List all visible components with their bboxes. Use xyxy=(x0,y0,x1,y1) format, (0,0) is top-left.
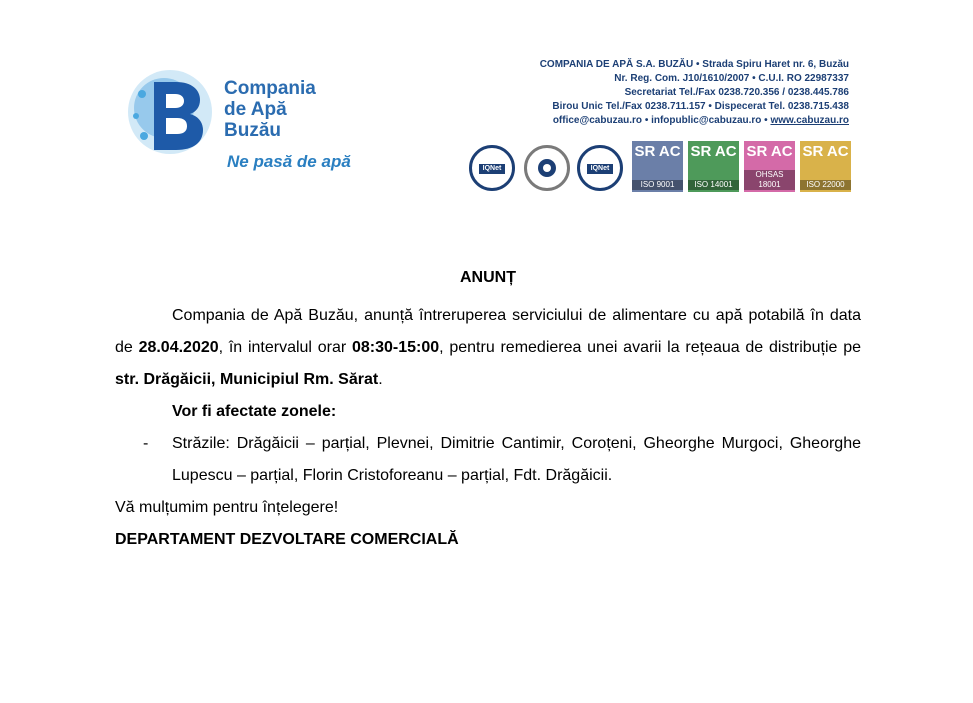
emails: office@cabuzau.ro • infopublic@cabuzau.ro • xyxy=(552,115,771,126)
badge-standard: ISO 14001 xyxy=(688,180,739,190)
badge-standard: OHSAS 18001 xyxy=(744,170,795,190)
contact-line: Birou Unic Tel./Fax 0238.711.157 • Dispecerat Tel. 0238.715.438 xyxy=(552,101,849,112)
contact-block xyxy=(540,58,849,128)
srac-iso14001-badge xyxy=(688,141,739,192)
srac-iso22000-badge xyxy=(800,141,851,192)
srac-ohsas18001-badge xyxy=(744,141,795,192)
brand-line-3: Buzău xyxy=(224,120,281,141)
text: , în intervalul orar xyxy=(218,339,352,356)
iqnet-sa8000-seal-icon xyxy=(469,145,515,191)
srac-iso9001-badge xyxy=(632,141,683,192)
interruption-time: 08:30-15:00 xyxy=(351,339,440,356)
badge-top: SR AC xyxy=(802,143,849,160)
contact-line: COMPANIA DE APĂ S.A. BUZĂU • Strada Spiru Haret nr. 6, Buzău xyxy=(539,59,849,70)
certification-badges xyxy=(469,141,851,195)
badge-top: SR AC xyxy=(690,143,737,160)
affected-zones-heading: Vor fi afectate zonele: xyxy=(172,403,337,420)
text: , pentru remedierea unei avarii la rețeaua de distribuție pe xyxy=(439,339,861,356)
company-logo xyxy=(124,64,364,184)
interruption-date: 28.04.2020 xyxy=(138,339,219,356)
seal-emblem-icon xyxy=(527,148,567,188)
text: Compania de Apă Buzău, anunță întreruperea serviciului de alimentare cu apă potabilă în data de xyxy=(115,307,861,356)
thanks-line: Vă mulțumim pentru înțelegere! xyxy=(115,499,339,516)
logo-b-mark-icon xyxy=(124,64,216,160)
slogan: Ne pasă de apă xyxy=(227,152,351,171)
brand-line-1: Compania xyxy=(224,78,316,99)
brand-name xyxy=(224,78,316,141)
brand-line-2: de Apă xyxy=(224,99,287,120)
text: . xyxy=(378,371,383,388)
seal-label: IQNet xyxy=(587,164,613,174)
seal-label: IQNet xyxy=(479,164,505,174)
affected-streets-item xyxy=(115,428,861,492)
badge-standard: ISO 22000 xyxy=(800,180,851,190)
notice-title: ANUNȚ xyxy=(460,269,516,286)
bullet-dash: - xyxy=(143,435,149,452)
contact-line: Nr. Reg. Com. J10/1610/2007 • C.U.I. RO 22987337 xyxy=(614,73,849,84)
notice-document xyxy=(115,262,861,556)
badge-top: SR AC xyxy=(634,143,681,160)
website-link[interactable]: www.cabuzau.ro xyxy=(770,115,849,126)
notice-paragraph xyxy=(115,300,861,396)
contact-line: Secretariat Tel./Fax 0238.720.356 / 0238.445.786 xyxy=(624,87,849,98)
interruption-location: str. Drăgăicii, Municipiul Rm. Sărat xyxy=(115,371,379,388)
department-signature: DEPARTAMENT DEZVOLTARE COMERCIALĂ xyxy=(115,531,459,548)
badge-standard: ISO 9001 xyxy=(632,180,683,190)
accreditation-seal-icon xyxy=(524,145,570,191)
affected-streets: Străzile: Drăgăicii – parțial, Plevnei, Dimitrie Cantimir, Coroțeni, Gheorghe Murgoci, Gheorghe Lupescu – parțial, Florin Cristoforeanu – parțial, Fdt. Drăgăicii. xyxy=(172,435,861,484)
iqnet-management-seal-icon xyxy=(577,145,623,191)
badge-top: SR AC xyxy=(746,143,793,160)
contact-email-line xyxy=(540,114,849,128)
